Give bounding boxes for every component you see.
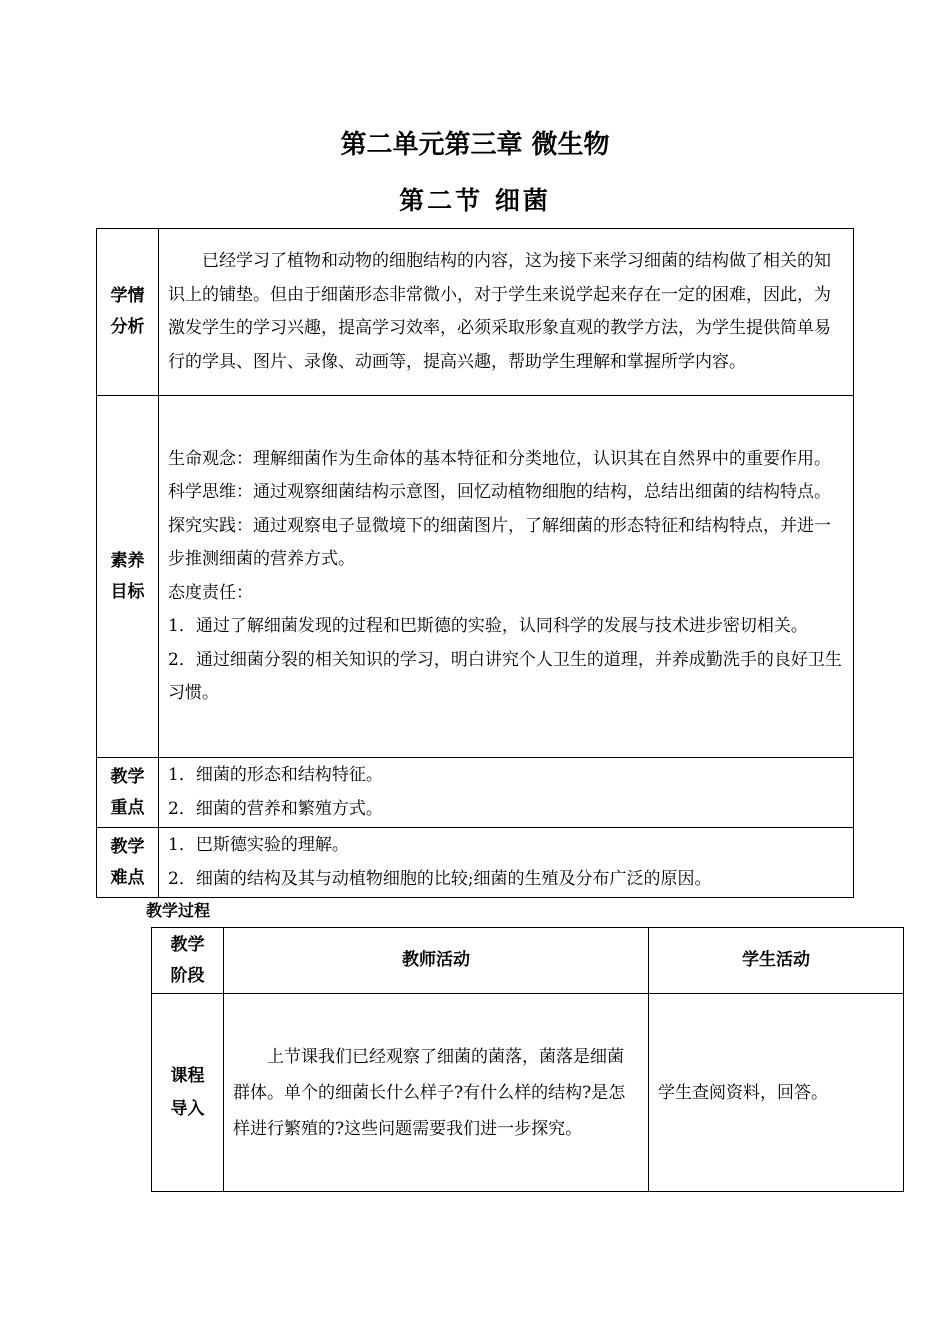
label-line: 目标	[110, 581, 145, 602]
row-label-analysis	[97, 229, 159, 396]
label-line: 教学	[110, 836, 145, 857]
row-label-difficulties	[97, 828, 159, 898]
stage-cell	[152, 994, 224, 1192]
label-line: 重点	[110, 797, 145, 818]
header-stage	[152, 928, 224, 994]
stage-line: 导入	[170, 1098, 205, 1119]
header-line: 教学	[170, 934, 205, 955]
paragraph: 2．细菌的结构及其与动植物细胞的比较;细菌的生殖及分布广泛的原因。	[168, 868, 712, 889]
label-line: 学情	[110, 286, 145, 306]
header-student: 学生活动	[649, 928, 904, 994]
table-row	[97, 828, 854, 898]
paragraph: 已经学习了植物和动物的细胞结构的内容，这为接下来学习细菌的结构做了相关的知识上的铺垫。但由于细菌形态非常微小，对于学生来说学起来存在一定的困难，因此，为激发学生的学习兴趣，提高学习效率，必须采取形象直观的教学方法，为学生提供简单易行的学具、图片、录像、动画等，提高兴趣，帮助学生理解和掌握所学内容。	[168, 251, 831, 372]
paragraph: 1．通过了解细菌发现的过程和巴斯德的实验，认同科学的发展与技术进步密切相关。	[168, 616, 808, 636]
paragraph: 科学思维：通过观察细菌结构示意图，回忆动植物细胞的结构，总结出细菌的结构特点。	[168, 482, 831, 502]
label-line: 难点	[110, 867, 145, 888]
paragraph: 1．细菌的形态和结构特征。	[168, 765, 383, 785]
row-content-key-points	[159, 758, 854, 828]
paragraph: 2．细菌的营养和繁殖方式。	[168, 798, 383, 819]
table-row	[97, 396, 854, 758]
row-content-goals	[159, 396, 854, 758]
paragraph: 1．巴斯德实验的理解。	[168, 835, 349, 855]
row-content-analysis	[159, 229, 854, 396]
label-line: 教学	[110, 766, 145, 787]
table-header-row	[152, 928, 904, 994]
document-title: 第二单元第三章 微生物	[340, 130, 610, 160]
label-line: 分析	[110, 317, 145, 337]
teacher-activity	[224, 994, 649, 1192]
paragraph: 2．通过细菌分裂的相关知识的学习，明白讲究个人卫生的道理，并养成勤洗手的良好卫生习惯。	[168, 649, 842, 703]
header-line: 阶段	[170, 965, 205, 986]
table-row	[152, 994, 904, 1192]
paragraph: 探究实践：通过观察电子显微境下的细菌图片，了解细菌的形态特征和结构特点，并进一步推测细菌的营养方式。	[168, 515, 831, 569]
row-label-goals	[97, 396, 159, 758]
info-table	[96, 228, 854, 898]
section-subtitle: 第二节 细菌	[399, 186, 551, 215]
paragraph: 态度责任：	[168, 582, 253, 603]
student-activity: 学生查阅资料，回答。	[649, 994, 904, 1192]
label-line: 素养	[110, 550, 145, 571]
paragraph: 上节课我们已经观察了细菌的菌落，菌落是细菌群体。单个的细菌长什么样子?有什么样的结构?是怎样进行繁殖的?这些问题需要我们进一步探究。	[233, 1046, 626, 1139]
process-label: 教学过程	[146, 901, 211, 920]
row-label-key-points	[97, 758, 159, 828]
stage-line: 课程	[170, 1065, 205, 1086]
process-table	[151, 927, 904, 1192]
table-row	[97, 229, 854, 396]
paragraph: 生命观念：理解细菌作为生命体的基本特征和分类地位，认识其在自然界中的重要作用。	[168, 448, 831, 469]
header-teacher: 教师活动	[224, 928, 649, 994]
table-row	[97, 758, 854, 828]
row-content-difficulties	[159, 828, 854, 898]
